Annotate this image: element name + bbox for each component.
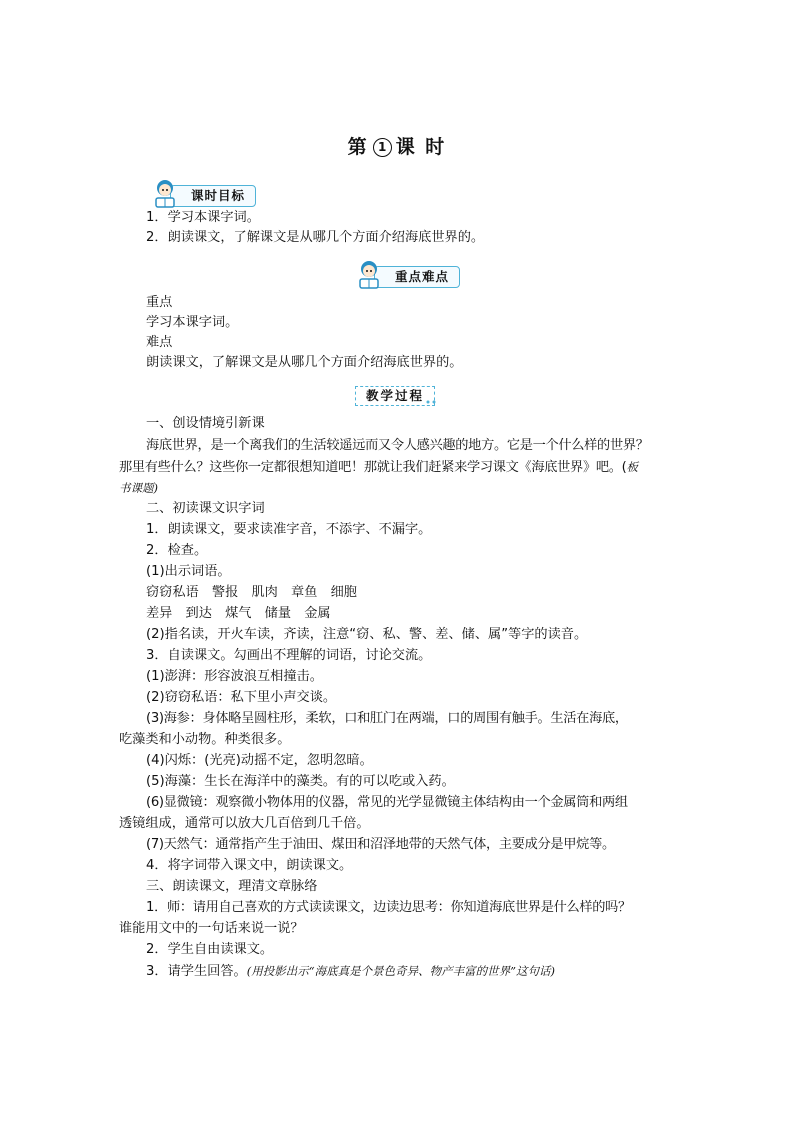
decoration-dots-icon [425, 398, 439, 406]
definition-cont: 透镜组成，通常可以放大几百倍到几千倍。 [119, 816, 370, 831]
definition-cont: 吃藻类和小动物。种类很多。 [119, 732, 291, 747]
definition: (3)海参：身体略呈圆柱形，柔软，口和肛门在两端，口的周围有触手。生活在海底， [146, 711, 628, 726]
key-content: 学习本课字词。 [146, 315, 239, 330]
list-item: 2．学生自由读课文。 [146, 942, 274, 957]
lesson-title [0, 132, 794, 159]
list-item: 2．检查。 [146, 543, 208, 558]
definition: (7)天然气：通常指产生于油田、煤田和沼泽地带的天然气体，主要成分是甲烷等。 [146, 837, 615, 852]
list-item: 1．师：请用自己喜欢的方式读读课文，边读边思考：你知道海底世界是什么样的吗？ [146, 900, 631, 915]
para-line [119, 457, 638, 478]
para-line: 海底世界，是一个离我们的生活较遥远而又令人感兴趣的地方。它是一个什么样的世界？ [146, 438, 649, 453]
list-item: 3．自读课文。勾画出不理解的词语，讨论交流。 [146, 648, 432, 663]
student-reading-icon [354, 257, 388, 291]
para-text: 那里有些什么？这些你一定都很想知道吧！那就让我们赶紧来学习课文《海底世界》吧。( [119, 460, 627, 475]
title-prefix: 第 [347, 136, 369, 158]
list-text: 3．请学生回答。 [146, 964, 247, 979]
definition: (1)澎湃：形容波浪互相撞击。 [146, 669, 323, 684]
list-item: 1．朗读课文，要求读准字音，不添字、不漏字。 [146, 522, 432, 537]
definition: (5)海藻：生长在海洋中的藻类。有的可以吃或入药。 [146, 774, 455, 789]
handwritten-note: 板 [626, 460, 638, 474]
list-item: 4．将字词带入课文中，朗读课文。 [146, 858, 353, 873]
definition: (6)显微镜：观察微小物体用的仪器，常见的光学显微镜主体结构由一个金属筒和两组 [146, 795, 628, 810]
goal-line-2: 2．朗读课文，了解课文是从哪几个方面介绍海底世界的。 [146, 230, 485, 245]
definition: (4)闪烁：(光亮)动摇不定，忽明忽暗。 [146, 753, 373, 768]
goal-badge [150, 176, 260, 210]
list-item-cont: 谁能用文中的一句话来说一说？ [119, 921, 304, 936]
definition: (2)窃窃私语：私下里小声交谈。 [146, 690, 337, 705]
list-item: (1)出示词语。 [146, 564, 231, 579]
process-badge-label: 教学过程 [355, 386, 435, 406]
title-suffix: 课 时 [395, 136, 447, 158]
section-1-heading: 一、创设情境引新课 [146, 416, 265, 431]
handwritten-note: 书课题) [119, 481, 158, 495]
difficulty-content: 朗读课文，了解课文是从哪几个方面介绍海底世界的。 [146, 355, 463, 370]
key-points-badge-label: 重点难点 [374, 266, 460, 288]
key-points-badge [354, 257, 466, 291]
list-item [146, 961, 555, 982]
key-heading: 重点 [146, 295, 173, 310]
list-item: (2)指名读，开火车读，齐读，注意“窃、私、警、差、储、属”等字的读音。 [146, 627, 588, 642]
student-reading-icon [150, 176, 184, 210]
lesson-number-circle: 1 [373, 138, 392, 157]
section-2-heading: 二、初读课文识字词 [146, 501, 265, 516]
goal-line-1: 1．学习本课字词。 [146, 210, 260, 225]
section-3-heading: 三、朗读课文，理清文章脉络 [146, 879, 318, 894]
difficulty-heading: 难点 [146, 335, 173, 350]
word-list: 差异 到达 煤气 储量 金属 [146, 606, 331, 621]
goal-badge-label: 课时目标 [170, 185, 256, 207]
handwritten-note: (用投影出示“海底真是个景色奇异、物产丰富的世界”这句话) [246, 964, 555, 978]
process-badge [355, 384, 437, 406]
word-list: 窃窃私语 警报 肌肉 章鱼 细胞 [146, 585, 357, 600]
